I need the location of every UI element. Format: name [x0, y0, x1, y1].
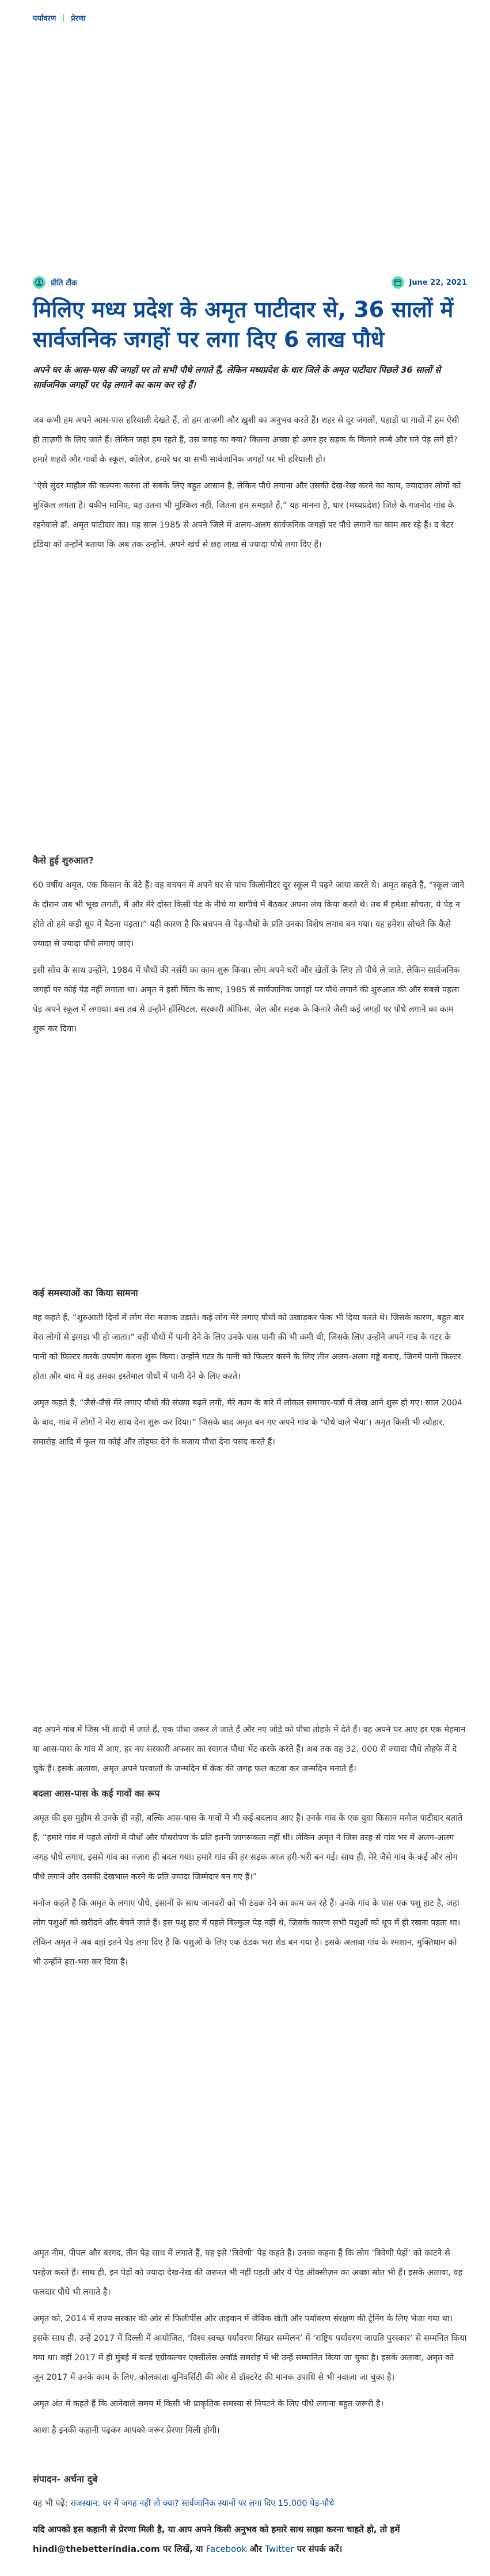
- top-ad-space: [0, 35, 490, 265]
- paragraph: जब कभी हम अपने आस-पास हरियाली देखते हैं, तो हम ताज़गी और ख़ुशी का अनुभव करते हैं। शहर से दूर जंगलों, पहाड़ों या गावों में हम ऐसी ही ताज़गी के लिए जाते हैं। लेकिन जहां हम रहते हैं, उस जगह का क्या? कितना अच्छा हो अगर हर सड़क के किनारे लम्बे और घने पेड़ लगे हों? हमारे शहरों और गावों के स्कूल, कॉलेज, हमारे घर या सभी सार्वजानिक जगहों पर भी हरियाली हो।: [33, 416, 459, 464]
- publish-date: [392, 276, 467, 289]
- date-text: June 22, 2021: [409, 278, 467, 287]
- article-image-2: [0, 1053, 490, 1277]
- section-villages: [33, 1720, 467, 1979]
- read-more-prefix: यह भी पढ़ें:: [33, 2499, 71, 2508]
- paragraph: इसी सोच के साथ उन्होंने, 1984 में पौधों की नर्सरी का काम शुरू किया। लोग अपने घरों और खेतों के लिए तो पौधे ले जाते, लेकिन सार्वजनिक जगहों पर कोई पेड़ नहीं लगाता था। अमृत ने इसी चिंता के साथ, 1985 से सार्वजानिक जगहों पर पौधे लगाने की शुरुआत की और सबसे पहला पेड़ अपने स्कूल में लगाया। बस तब से उन्होंने हॉस्पिटल, सरकारी ऑफिस, जेल और सड़क के किनारे जैसी कई जगहों पर पौधे लगाने का काम शुरू कर दिया।: [33, 966, 460, 1034]
- article-image-4: [0, 2013, 490, 2244]
- cta-and: और: [246, 2544, 265, 2554]
- section-heading: बदला आस-पास के कई गावों का रूप: [33, 1788, 160, 1799]
- cta-end: पर संपर्क करें।: [294, 2544, 343, 2554]
- paragraph: अमृत कहते हैं, “जैसे-जैसे मेरे लगाए पौधों की संख्या बढ़ने लगी, मेरे काम के बारे में लोकल समाचार-पत्रों में लेख आने शुरू हो गए। साल 2004 के बाद, गांव में लोगों ने मेरा साथ देना शुरू कर दिया।” जिसके बाद अमृत बन गए अपने गांव के ‘पौधे वाले भैया’। अमृत किसी भी त्यौहार, समारोह आदि में फूल या कोई और तोहफा देने के बजाय पौधा देना पसंद करते हैं।: [33, 1398, 463, 1447]
- section-heading: कई समस्याओं का किया सामना: [33, 1287, 138, 1298]
- read-more-link[interactable]: राजस्थान: घर में जगह नहीं तो क्या? सार्वजानिक स्थानों पर लगा दिए 15,000 पेड़-पौधे: [70, 2499, 335, 2508]
- section-beginning: [33, 853, 467, 1046]
- calendar-icon: [392, 276, 404, 289]
- author-name[interactable]: प्रीति टौंक: [51, 279, 77, 288]
- author-info[interactable]: [33, 276, 77, 289]
- breadcrumb: [33, 13, 86, 23]
- article-meta: [33, 275, 467, 290]
- breadcrumb-item-environment[interactable]: पर्यावरण: [33, 14, 56, 23]
- paragraph: 60 वर्षीय अमृत, एक किसान के बेटे हैं। वह बचपन में अपने घर से पांच किलोमीटर दूर स्कूल में पढ़ने जाया करते थे। अमृत कहते हैं, “स्कूल जाने के दौरान जब भी भूख लगती, मैं और मेरे दोस्त किसी पेड़ के नीचे या बागीचे में बैठकर अपना लंच किया करते थे। तब मैं हमेशा सोचता, ये पेड़ न होते तो हमे कड़ी धूप में बैठना पड़ता।” यही कारण है कि बचपन से पेड़-पौधों के प्रति उनका विशेष लगाव बन गया। वह हमेशा सोचते कि कैसे ज्यादा से ज्यादा पौधे लगाए जाएं।: [33, 881, 465, 949]
- paragraph: आशा है इनकी कहानी पढ़कर आपको जरूर प्रेरणा मिली होगी।: [33, 2426, 220, 2435]
- paragraph: अमृत की इस मुहीम से उनके ही नहीं, बल्कि आस-पास के गावों में भी कई बदलाव आए हैं। उनके गांव के एक युवा किसान मनोज पाटीदार बताते हैं, “हमारे गांव में पहले लोगों में पौधों और पौधरोपण के प्रति इतनी जागरूकता नहीं थी। लेकिन अमृत ने जिस तरह से गांव भर में अलग-अलग जगह पौधे लगाए, इससे गांव का नज़ारा ही बदल गया। हमारे गांव की हर सड़क आज हरी-भरी बन गई। साथ ही, मेरे जैसे गांव के कई और लोग पौधे लगाने और उसकी देखभाल करने के प्रति ज्यादा जिम्मेदार बन गए हैं।”: [33, 1814, 463, 1882]
- section-heading: कैसे हुई शुरुआत?: [33, 855, 94, 866]
- paragraph: अमृत नीम, पीपल और बरगद, तीन पेड़ साथ में लगाते हैं, यह इसे ‘त्रिवेणी’ पेड़ कहते हैं। उनका कहना हैं कि लोग ‘त्रिवेणी पेड़ों’ को काटने से परहेज करते हैं। साथ ही, इन पेड़ों को ज्यादा देख-रेख की जरूरत भी नहीं पड़ती और ये पेड़ ऑक्सीज़न का अच्छा स्रोत भी हैं। इसके अलावा, वह फलदार पौधे भी लगाते हैं।: [33, 2249, 463, 2297]
- article-footer: [33, 2471, 467, 2559]
- paragraph: वह अपने गांव में जिस भी शादी में जाते हैं, एक पौधा जरूर ले जाते हैं और नए जोड़े को पौधा तोहफे में देते हैं। वह अपने घर आए हर एक मेहमान या आस-पास के गांव में आए, हर नए सरकारी अफसर का स्वागत पौधा भेंट करके करते हैं। अब तक वह 32, 000 से ज्यादा पौधे तोहफे में दे चुके हैं। इसके अलावा, अमृत अपने घरवालों के जन्मदिन में केक की जगह फल कटवा कर जन्मदिन मनाते हैं।: [33, 1725, 466, 1774]
- cta-text: यदि आपको इस कहानी से प्रेरणा मिली है, या आप अपने किसी अनुभव को हमारे साथ साझा करना चाहते हो, तो हमें hindi@thebetterindia.com पर लिखें, या: [33, 2524, 400, 2554]
- read-more: [33, 2495, 467, 2512]
- breadcrumb-separator: [63, 14, 64, 22]
- article-image-3: [0, 1507, 490, 1720]
- breadcrumb-item-inspiration[interactable]: प्रेरणा: [71, 14, 86, 23]
- article-excerpt: अपने घर के आस-पास की जगहों पर तो सभी पौधे लगाते हैं, लेकिन मध्यप्रदेश के धार जिले के अमृत पाटीदार पिछले 36 सालों से सार्वजनिक जगहों पर पेड़ लगाने का काम कर रहे हैं।: [33, 365, 441, 390]
- facebook-link[interactable]: Facebook: [206, 2544, 247, 2554]
- editor-credit: संपादन- अर्चना दुबे: [33, 2474, 98, 2485]
- paragraph: अमृत अंत में कहते हैं कि आनेवाले समय में किसी भी प्राकृतिक समस्या से निपटने के लिए पौधे लगाना बहुत जरूरी है।: [33, 2399, 384, 2409]
- twitter-link[interactable]: Twitter: [265, 2544, 294, 2554]
- article-title: मिलिए मध्य प्रदेश के अमृत पाटीदार से, 36 सालों में सार्वजनिक जगहों पर लगा दिए 6 लाख पौधे: [33, 297, 454, 352]
- user-icon: [33, 276, 45, 289]
- contact-cta: [33, 2520, 467, 2559]
- paragraph: अमृत को, 2014 में राज्य सरकार की ओर से फिलीपींस और ताइवान में जैविक खेती और पर्यावरण संरक्षण की ट्रेनिंग के लिए भेजा गया था। इसके साथ ही, उन्हें 2017 में दिल्ली में आयोजित, ‘विश्व स्वच्छ पर्यावरण शिखर सम्मेलन’ में ‘राष्ट्रिय पर्यावरण जाग्रति पुरस्कार’ से सम्मनित किया गया था। वहीं 2017 में ही मुंबई में वर्ल्ड एग्रीकल्चर एक्सीलेंस अवॉर्ड समरोह में भी उन्हें सम्मानित किया जा चुका है। इसके अलावा, अमृत को जून 2017 में उनके काम के लिए, कोलकाता यूनिवर्सिटी की ओर से डॉक्टरेट की मानक उपाधि से भी नवाज़ा जा चुका है।: [33, 2314, 467, 2382]
- paragraph: मनोज कहते हैं कि अमृत के लगाए पौधे, इंसानों के साथ जानवरों को भी ठंडक देने का काम कर रहे हैं। उनके गांव के पास एक पशु हाट है, जहां लोग पशुओं को खरीदने और बेचने जाते हैं। इस पशु हाट में पहले बिल्कुल पेड़ नहीं थे, जिसके कारण सभी पशुओं को धूप में ही रखना पड़ता था। लेकिन अमृत ने अब वहां इतने पेड़ लगा दिए हैं कि पशुओं के लिए एक ठंडक भरा शेड बन गया है। इसके अलावा गांव के श्मशान, मुक्तिधाम को भी उन्होंने हरा-भरा कर दिया है।: [33, 1899, 461, 1967]
- paragraph: वह कहते हैं, “शुरुआती दिनों में लोग मेरा मजाक उड़ाते। कई लोग मेरे लगाए पौधों को उखाड़कर फेंक भी दिया करते थे। जिसके कारण, बहुत बार मेरा लोगों से झगड़ा भी हो जाता।” वहीं पौधों में पानी देने के लिए उनके पास पानी की भी कमी थी, जिसके लिए उन्होंने अपने गांव के गटर के पानी को फ़िल्टर करके उपयोग करना शुरू किया। उन्होंने गटर के पानी को फ़िल्टर करने के लिए तीन अलग-अलग गड्ढे बनाए, जिनमें पानी फ़िल्टर होता और बाद में वह उसका इस्तेमाल पौधों में पानी देने के लिए करते।: [33, 1313, 464, 1381]
- intro-section: [33, 411, 467, 561]
- section-problems: [33, 1285, 467, 1459]
- paragraph: “ऐसे सुंदर माहौल की कल्पना करना तो सबके लिए बहुत आसान है, लेकिन पौधे लगाना और उसकी देख-रेख करने का काम, ज्यादातर लोगों को मुश्किल लगता है। यकीन मानिए, यह उतना भी मुश्किल नहीं, जितना हम समझते हैं,” यह मानना है, धार (मध्यप्रदेश) जिले के गजनोद गांव के रहनेवाले डॉ. अमृत पाटीदार का। वह साल 1985 से अपने जिले में अलग-अलग सार्वजनिक जगहों पर पौधे लगाने का काम कर रहे हैं। द बेटर इंडिया को उन्होंने बताया कि अब तक उन्होंने, अपने खर्च से छह लाख से ज्यादा पौधे लगा दिए हैं।: [33, 481, 461, 549]
- section-awards: [33, 2244, 467, 2447]
- article-image-1: [0, 593, 490, 846]
